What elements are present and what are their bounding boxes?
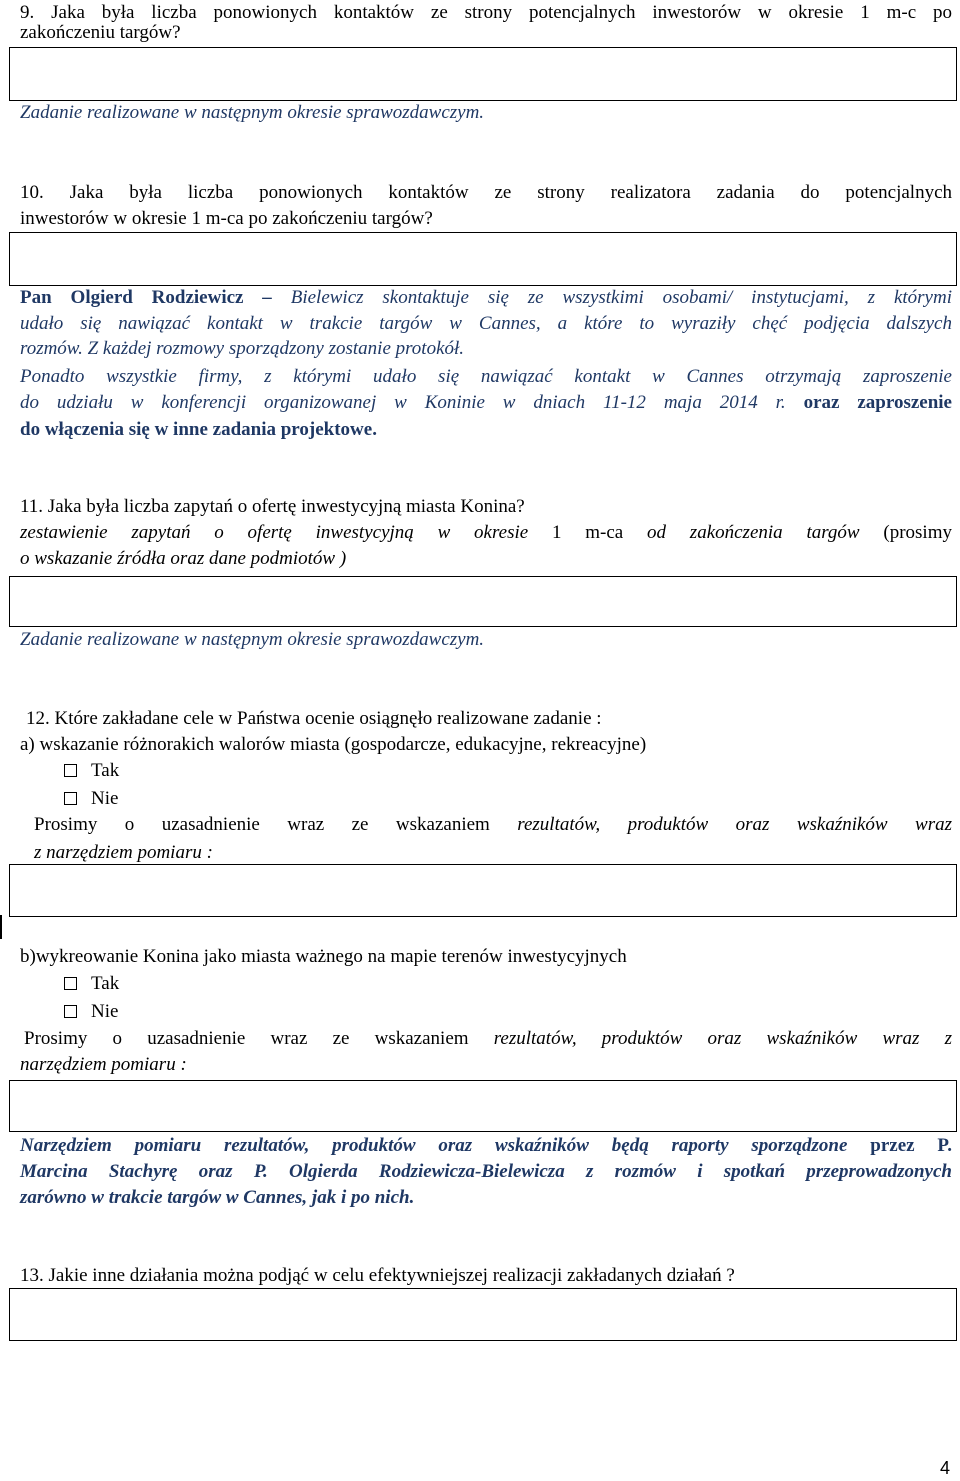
q12-b-justification-line2: narzędziem pomiaru : — [20, 1054, 187, 1075]
q12-a-answer-box[interactable] — [9, 864, 957, 917]
q10-answer-line5 — [20, 390, 952, 416]
q12-a-nie-label: Nie — [91, 788, 119, 809]
q12-a-option-nie[interactable] — [64, 786, 118, 812]
q10-answer-line2: udało się nawiązać kontakt w trakcie targów w Cannes, a które to wyraziły chęć podjęcia dalszych — [20, 313, 952, 334]
q12-b-answer-line1 — [20, 1133, 952, 1159]
q10-answer-line5b: oraz zaproszenie — [785, 392, 952, 413]
q12-question: 12. Które zakładane cele w Państwa ocenie osiągnęło realizowane zadanie : — [26, 708, 602, 729]
q11-answer-box[interactable] — [9, 576, 957, 627]
q12-a-option-tak[interactable] — [64, 758, 119, 784]
q10-answer-line3: rozmów. Z każdej rozmowy sporządzony zostanie protokół. — [20, 338, 465, 359]
q12-a-tak-label: Tak — [91, 760, 120, 781]
q12-b-answer-line2: Marcina Stachyrę oraz P. Olgierda Rodziewicza-Bielewicza z rozmów i spotkań przeprowadzonych — [20, 1161, 952, 1182]
page-number: 4 — [940, 1458, 951, 1478]
q10-question-line2: inwestorów w okresie 1 m-ca po zakończeniu targów? — [20, 208, 433, 229]
q11-answer-text: Zadanie realizowane w następnym okresie sprawozdawczym. — [20, 629, 485, 650]
q10-answer-dash: – — [243, 287, 291, 308]
q12-b-answer-line3: zarówno w trakcie targów w Cannes, jak i po nich. — [20, 1187, 415, 1208]
q11-line2d: (prosimy — [859, 522, 952, 543]
q9-answer-text: Zadanie realizowane w następnym okresie sprawozdawczym. — [20, 102, 485, 123]
q12-b-justification-line1 — [24, 1026, 952, 1052]
margin-mark — [0, 915, 2, 939]
q12-b-answer-line1b: przez P. — [847, 1135, 952, 1156]
q11-question-line2 — [20, 520, 952, 546]
q10-answer-name: Pan Olgierd Rodziewicz — [20, 287, 244, 308]
q13-question: 13. Jakie inne działania można podjąć w celu efektywniejszej realizacji zakładanych działań ? — [20, 1265, 735, 1286]
q12-a-label: a) wskazanie różnorakich walorów miasta (gospodarcze, edukacyjne, rekreacyjne) — [20, 734, 647, 755]
q10-answer-line6: do włączenia się w inne zadania projektowe. — [20, 419, 377, 440]
q12-b-nie-label: Nie — [91, 1001, 119, 1022]
q13-answer-box[interactable] — [9, 1288, 957, 1341]
checkbox-icon[interactable] — [64, 977, 77, 990]
q10-answer-line1 — [20, 285, 952, 311]
q12-a-justification-line2: z narzędziem pomiaru : — [34, 842, 213, 863]
q12-a-just-normal: Prosimy o uzasadnienie wraz ze wskazaniem — [34, 814, 518, 835]
q12-b-option-nie[interactable] — [64, 999, 118, 1025]
q11-question-line3: o wskazanie źródła oraz dane podmiotów ) — [20, 548, 347, 569]
q12-b-label: b)wykreowanie Konina jako miasta ważnego na mapie terenów inwestycyjnych — [20, 946, 627, 967]
q9-question-line2: zakończeniu targów? — [20, 22, 181, 43]
q12-b-answer-line1a: Narzędziem pomiaru rezultatów, produktów oraz wskaźników będą raporty sporządzone — [20, 1135, 848, 1156]
q9-answer-box[interactable] — [9, 47, 957, 101]
q11-line2c: od zakończenia targów — [647, 522, 860, 543]
q10-answer-box[interactable] — [9, 232, 957, 286]
checkbox-icon[interactable] — [64, 792, 77, 805]
q10-answer-rest: Bielewicz skontaktuje się ze wszystkimi osobami/ instytucjami, z którymi — [290, 287, 952, 308]
q10-question-line1: 10. Jaka była liczba ponowionych kontaktów ze strony realizatora zadania do potencjalnych — [20, 182, 952, 203]
q12-b-just-normal: Prosimy o uzasadnienie wraz ze wskazaniem — [24, 1028, 494, 1049]
q12-a-just-italic: rezultatów, produktów oraz wskaźników wraz — [517, 814, 952, 835]
q10-answer-line4: Ponadto wszystkie firmy, z którymi udało się nawiązać kontakt w Cannes otrzymają zaproszenie — [20, 366, 952, 387]
q12-a-justification-line1 — [34, 812, 952, 838]
checkbox-icon[interactable] — [64, 764, 77, 777]
q12-b-answer-box[interactable] — [9, 1080, 957, 1132]
q11-question-line1: 11. Jaka była liczba zapytań o ofertę inwestycyjną miasta Konina? — [20, 496, 525, 517]
q10-answer-line5a: do udziału w konferencji organizowanej w Koninie w dniach 11-12 maja 2014 r. — [20, 392, 786, 413]
checkbox-icon[interactable] — [64, 1005, 77, 1018]
q9-question-line1: 9. Jaka była liczba ponowionych kontaktów ze strony potencjalnych inwestorów w okresie 1 m-c po — [20, 2, 952, 23]
q12-b-just-italic: rezultatów, produktów oraz wskaźników wraz z — [493, 1028, 952, 1049]
q12-b-option-tak[interactable] — [64, 971, 119, 997]
q11-line2a: zestawienie zapytań o ofertę inwestycyjną w okresie — [20, 522, 529, 543]
q12-b-tak-label: Tak — [91, 973, 120, 994]
q11-line2b: 1 m-ca — [528, 522, 648, 543]
